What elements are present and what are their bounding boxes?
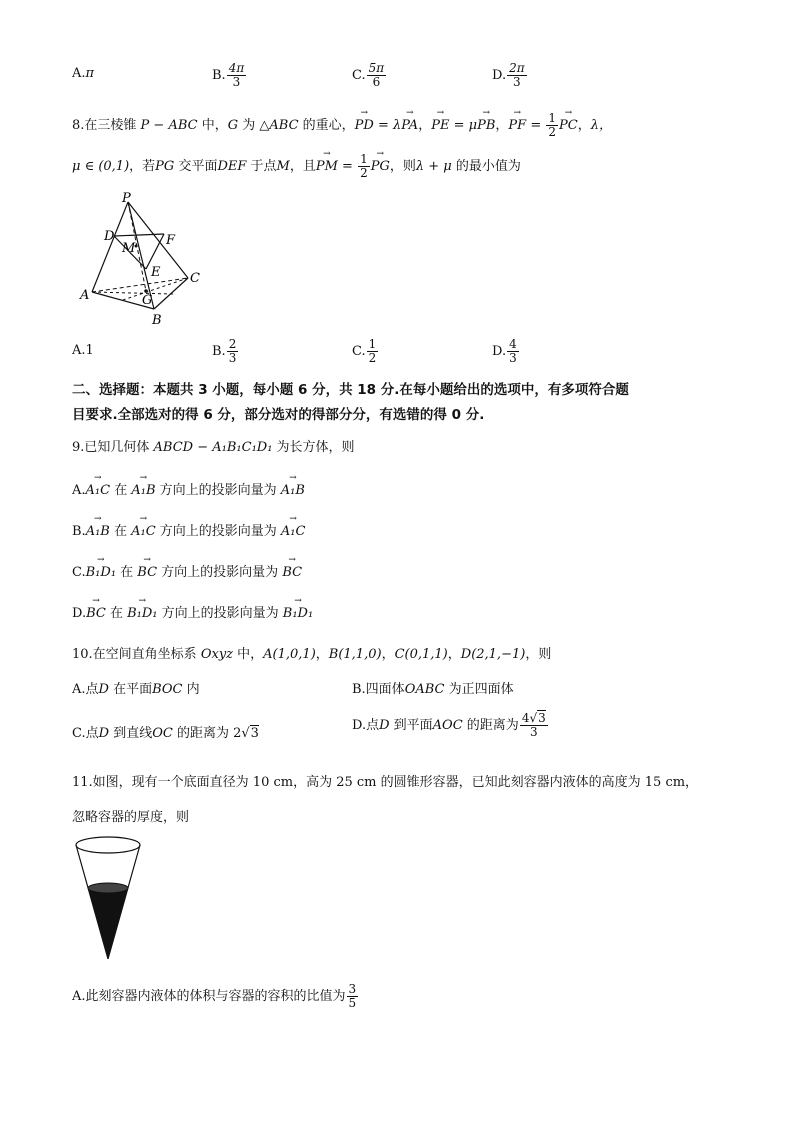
q7-option-c: C. $\frac{5\pi}{6}$ [352, 61, 385, 89]
q10-option-c: C.点D 到直线OC 的距离为 2√3 [72, 726, 259, 741]
q8-option-d: D. $\frac{4}{3}$ [492, 337, 517, 365]
q7-option-a: A.π [72, 66, 95, 81]
edge-ac-hidden [92, 278, 188, 292]
label-f: F [166, 233, 176, 248]
q9-option-b: B.→ A₁B 在 → A₁C 方向上的投影向量为 → A₁C [72, 520, 305, 539]
q11-cone-figure [72, 835, 144, 965]
q11-option-a: A.此刻容器内液体的体积与容器的容积的比值为 $\frac{3}{5}$ [72, 982, 357, 1010]
liquid-surface [88, 883, 128, 893]
label-g: G [142, 293, 153, 308]
label-b: B [152, 313, 162, 328]
liquid-body [88, 888, 128, 959]
median-hidden [92, 292, 173, 294]
label-c: C [190, 271, 200, 286]
section2-heading-line1: 二、选择题：本题共 3 小题，每小题 6 分，共 18 分.在每小题给出的选项中，有多项符合题 [72, 382, 629, 398]
q10-stem: 10.在空间直角坐标系 Oxyz 中，A(1,0,1)，B(1,1,0)，C(0,1,1)，D(2,1,−1)，则 [72, 647, 552, 662]
label-a: A [80, 288, 90, 303]
q10-option-d: D.点D 到平面AOC 的距离为 $\frac{4√3}{3}$ [352, 711, 546, 739]
q9-option-a: A.→ A₁C 在 → A₁B 方向上的投影向量为 → A₁B [72, 479, 305, 498]
q7-option-d: D. $\frac{2\pi}{3}$ [492, 61, 525, 89]
cone-rim [76, 837, 140, 853]
q9-stem: 9.已知几何体 ABCD − A₁B₁C₁D₁ 为长方体，则 [72, 440, 355, 455]
q8-option-a: A.1 [72, 343, 94, 358]
q11-stem-line1: 11.如图，现有一个底面直径为 10 cm，高为 25 cm 的圆锥形容器，已知此刻容器内液体的高度为 15 cm， [72, 775, 699, 790]
q8-stem-line1: 8.在三棱锥 P − ABC 中，G 为 △ABC 的重心，→ PD = λ→ PA，→ PE = μ→ PB，→ PF = $\frac{1}{2}$ → PC，λ， [72, 112, 612, 139]
q10-option-b: B.四面体OABC 为正四面体 [352, 682, 514, 697]
q9-option-c: C.→ B₁D₁ 在 → BC 方向上的投影向量为 → BC [72, 561, 302, 580]
q8-tetrahedron-figure [78, 190, 208, 330]
q9-option-d: D.→ BC 在 → B₁D₁ 方向上的投影向量为 → B₁D₁ [72, 602, 313, 621]
label-p: P [122, 191, 131, 206]
label-e: E [151, 265, 161, 280]
edge-df [114, 234, 164, 236]
q8-stem-line2: μ ∈ (0,1)，若PG 交平面DEF 于点M，且→ PM = $\frac{1}{2}$ → PG，则λ + μ 的最小值为 [72, 153, 521, 180]
section2-heading-line2: 目要求.全部选对的得 6 分，部分选对的得部分分，有选错的得 0 分. [72, 407, 485, 423]
q8-option-c: C. $\frac{1}{2}$ [352, 337, 377, 365]
edge-fe [146, 234, 164, 269]
label-d: D [104, 229, 115, 244]
q10-option-a: A.点D 在平面BOC 内 [72, 682, 200, 697]
q11-stem-line2: 忽略容器的厚度，则 [72, 810, 190, 825]
q8-option-b: B. $\frac{2}{3}$ [212, 337, 237, 365]
q7-option-b: B. $\frac{4\pi}{3}$ [212, 61, 245, 89]
label-m: M [122, 241, 136, 256]
median2-hidden [123, 278, 188, 300]
